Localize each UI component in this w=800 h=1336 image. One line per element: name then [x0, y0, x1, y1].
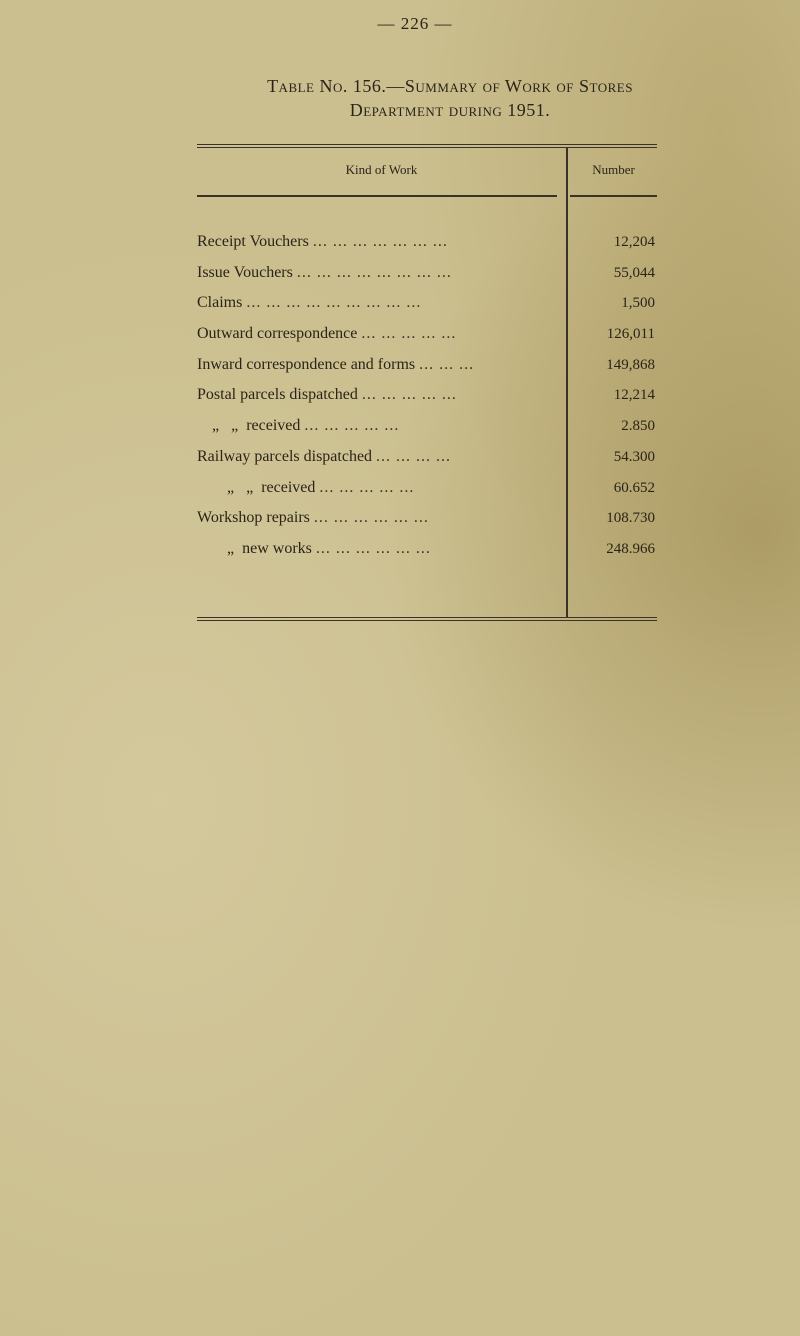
table-title — [200, 74, 700, 122]
row-label: Postal parcels dispatched ... ... ... ... ... — [197, 386, 457, 404]
row-value: 108.730 — [606, 510, 655, 527]
table-row — [197, 446, 657, 477]
table-row — [197, 262, 657, 293]
row-label: Claims ... ... ... ... ... ... ... ... ... — [197, 294, 422, 312]
header-number: Number — [592, 162, 635, 177]
row-value: 54.300 — [613, 448, 655, 465]
table-row — [197, 323, 657, 354]
row-value: 126,011 — [606, 326, 655, 343]
table-row — [197, 292, 657, 323]
table-top-rule — [197, 144, 657, 148]
table-bottom-rule — [197, 617, 657, 621]
row-value: 55,044 — [613, 264, 655, 281]
row-value: 1,500 — [621, 295, 655, 312]
table-row — [197, 384, 657, 415]
header-rule-right — [570, 195, 657, 197]
summary-table — [197, 144, 657, 622]
row-label: Receipt Vouchers ... ... ... ... ... ... ... — [197, 233, 448, 250]
row-label: Railway parcels dispatched ... ... ... ... — [197, 447, 452, 465]
title-line-2: Department during 1951. — [349, 100, 551, 120]
row-label: Outward correspondence ... ... ... ... ... — [197, 325, 457, 343]
table-row — [197, 477, 657, 508]
ditto-mark: „ „ — [227, 478, 258, 496]
row-value: 2.850 — [621, 418, 655, 435]
row-label: Inward correspondence and forms ... ... ... — [197, 355, 475, 373]
row-value: 149,868 — [606, 356, 655, 373]
row-label: Issue Vouchers ... ... ... ... ... ... ... ... — [197, 263, 452, 281]
table-row — [197, 231, 657, 262]
row-value: 12,214 — [613, 387, 655, 404]
row-label: Workshop repairs ... ... ... ... ... ... — [197, 509, 429, 527]
row-value: 12,204 — [613, 234, 655, 250]
header-kind-of-work: Kind of Work — [345, 162, 418, 177]
row-value: 248.966 — [606, 540, 655, 557]
table-row — [197, 507, 657, 538]
row-label: „ new works ... ... ... ... ... ... — [227, 539, 431, 557]
ditto-mark: „ „ — [212, 417, 243, 435]
ditto-mark: „ — [227, 539, 239, 557]
header-rule-left — [197, 195, 557, 197]
title-line-1: Table No. 156.—Summary of Work of Stores — [267, 76, 633, 96]
table-row — [197, 354, 657, 385]
row-value: 60.652 — [613, 479, 655, 496]
table-row — [197, 538, 657, 569]
row-label: „ „ received ... ... ... ... ... — [227, 478, 415, 496]
table-body — [197, 231, 657, 569]
table-row — [197, 415, 657, 446]
page-number: — 226 — — [377, 14, 453, 33]
row-label: „ „ received ... ... ... ... ... — [212, 417, 400, 435]
